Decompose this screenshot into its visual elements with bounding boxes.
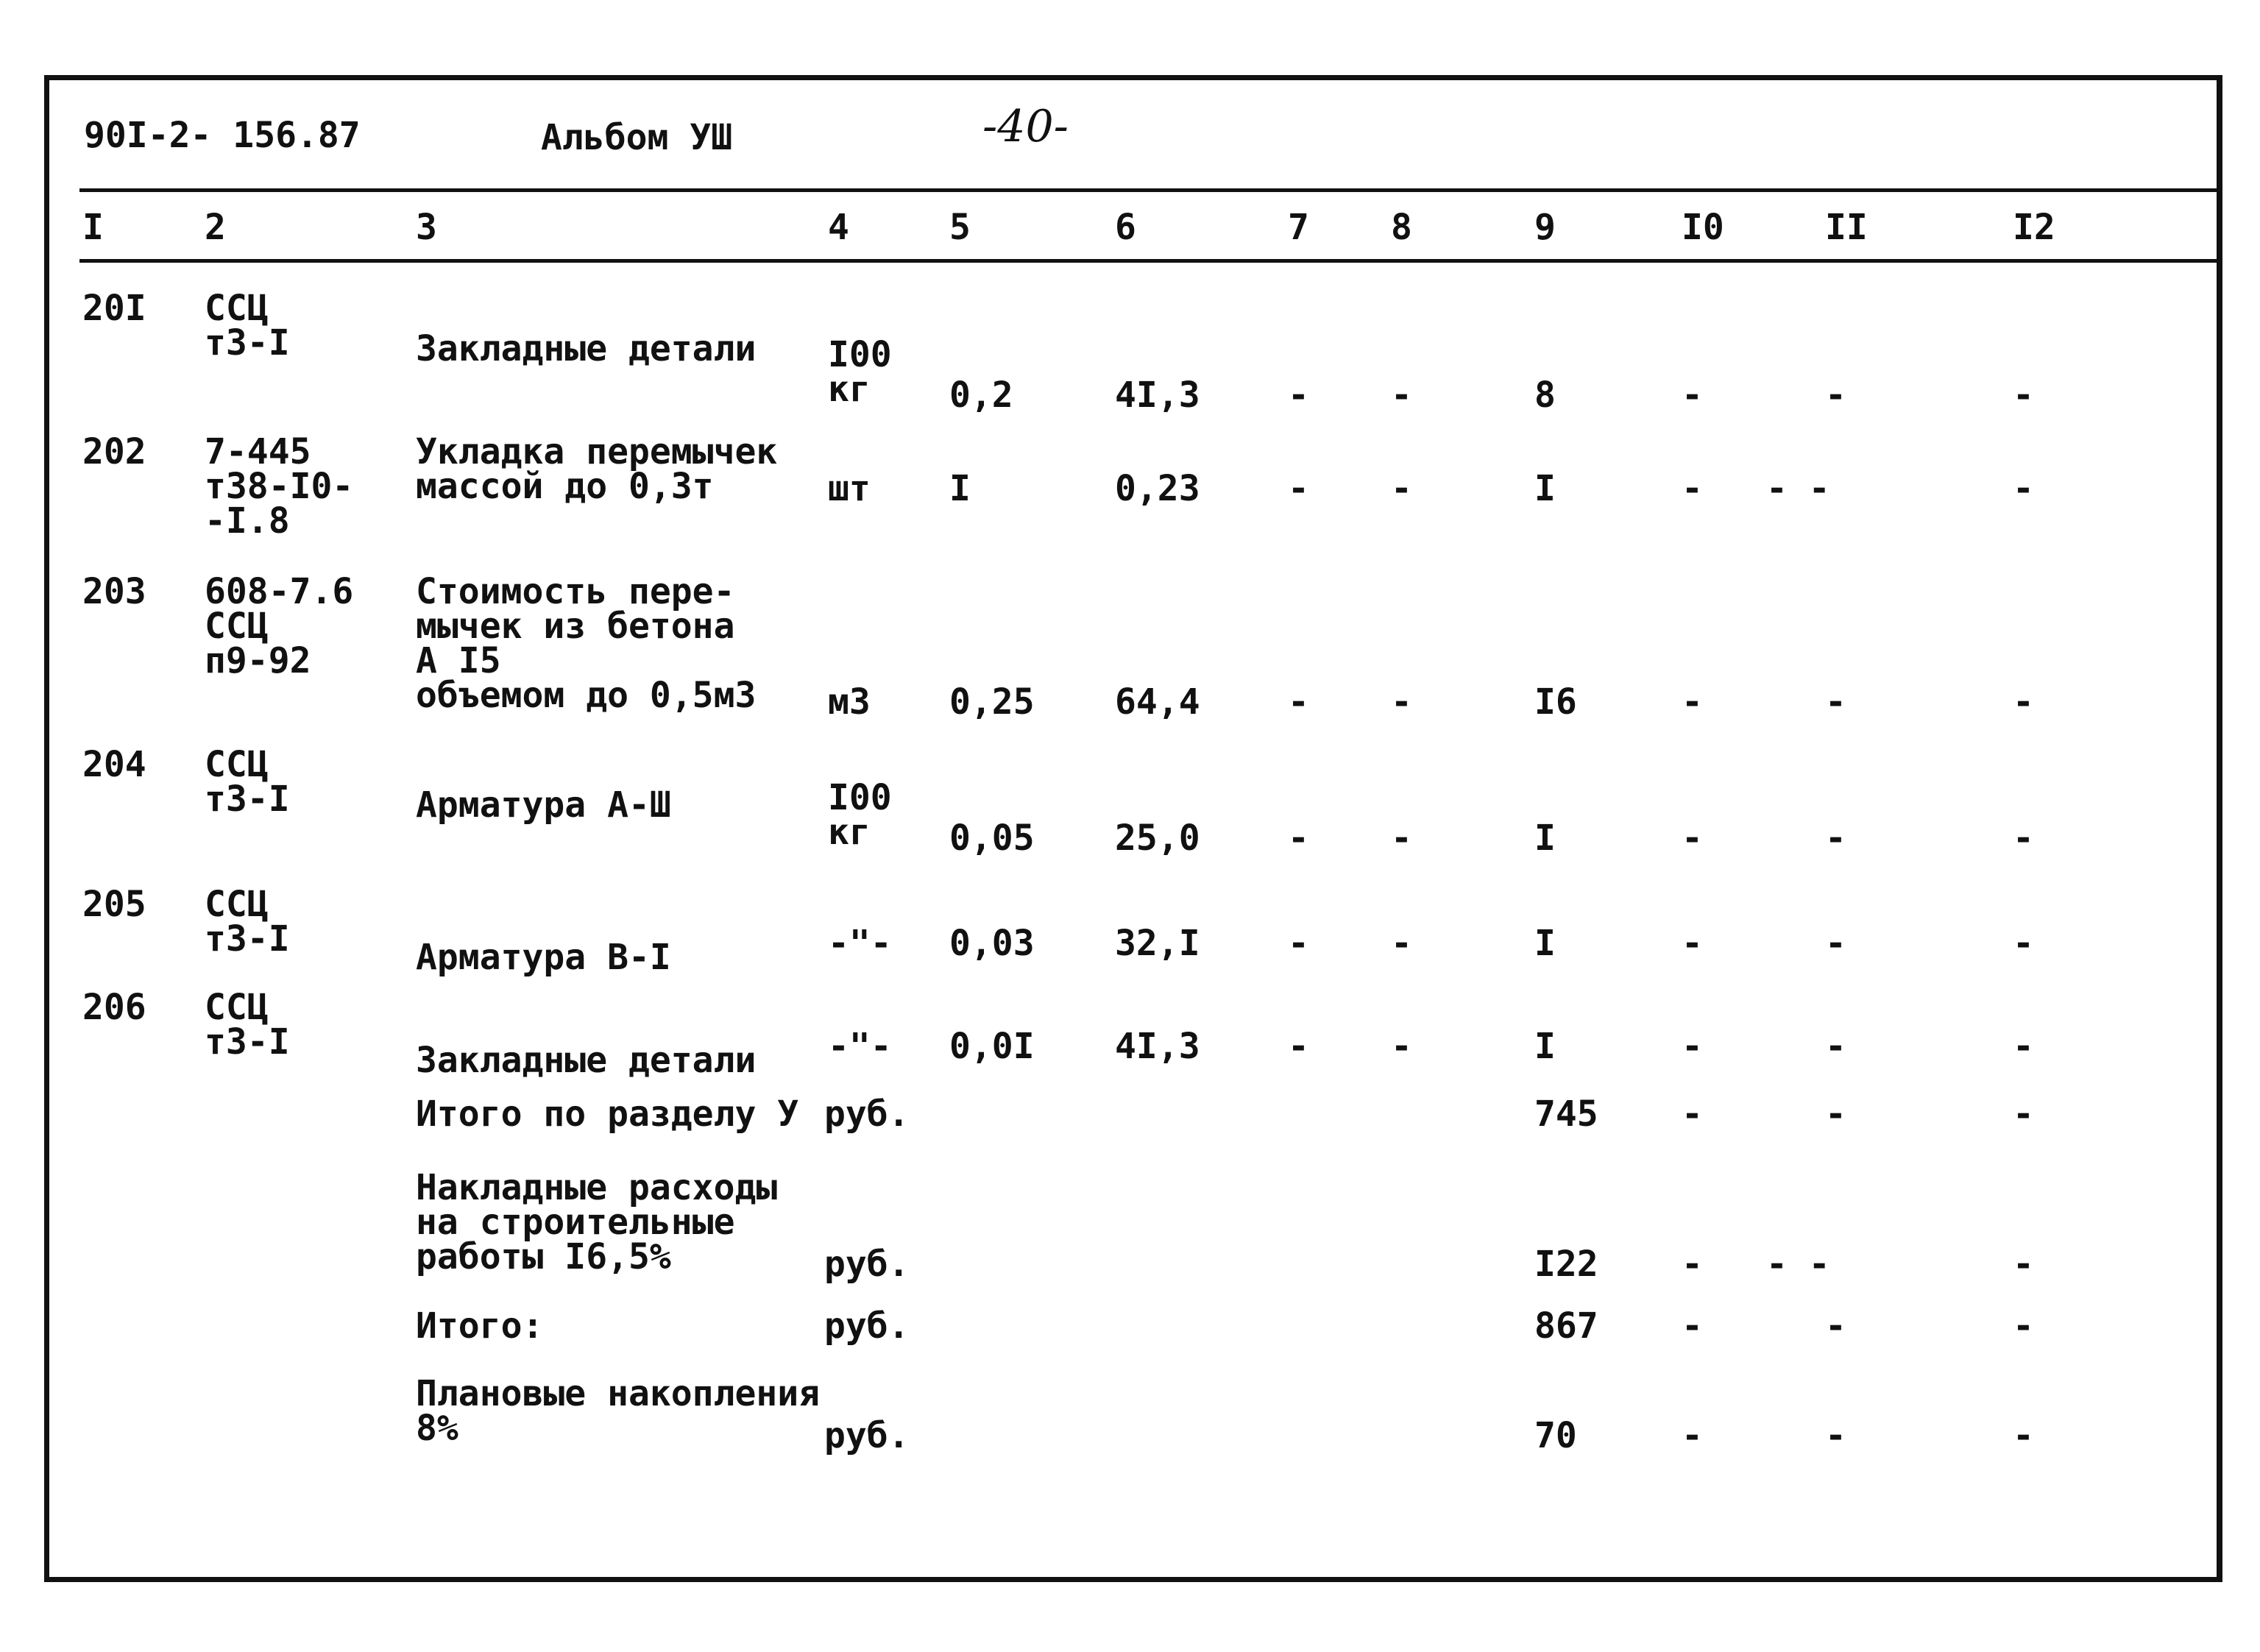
row-quantity: 0,2 — [949, 375, 1013, 416]
column-header: 7 — [1288, 207, 1309, 248]
total-col9: 745 — [1534, 1093, 1598, 1135]
row-col8: - — [1391, 923, 1412, 964]
total-name: Накладные расходы — [416, 1167, 778, 1208]
row-col11: - — [1825, 818, 1846, 859]
row-col12: - — [2013, 681, 2034, 723]
total-name: Плановые накопления — [416, 1373, 821, 1414]
row-col8: - — [1391, 468, 1412, 509]
total-name: Итого по разделу У — [416, 1093, 799, 1135]
total-unit: руб. — [824, 1093, 910, 1135]
row-price: 4I,3 — [1115, 1026, 1200, 1067]
total-col10: - — [1682, 1305, 1703, 1347]
row-name: Арматура В-I — [416, 937, 671, 978]
row-code: т3-I — [205, 918, 290, 960]
row-col10: - — [1682, 923, 1703, 964]
row-col7: - — [1288, 375, 1309, 416]
row-name: мычек из бетона — [416, 606, 735, 647]
column-header-rule — [79, 259, 2218, 263]
row-code: т3-I — [205, 322, 290, 364]
row-name: Закладные детали — [416, 1040, 757, 1081]
row-col9: I6 — [1534, 681, 1577, 723]
total-name: на строительные — [416, 1202, 735, 1243]
total-col10: - — [1682, 1415, 1703, 1456]
column-header: 6 — [1115, 207, 1136, 248]
row-col10: - — [1682, 681, 1703, 723]
row-col11: - — [1825, 1026, 1846, 1067]
row-col8: - — [1391, 1026, 1412, 1067]
row-unit: I00 — [828, 334, 892, 375]
row-unit: кг — [828, 369, 871, 410]
row-quantity: 0,05 — [949, 818, 1035, 859]
total-col12: - — [2013, 1415, 2034, 1456]
total-unit: руб. — [824, 1415, 910, 1456]
row-unit: м3 — [828, 681, 871, 723]
row-price: 25,0 — [1115, 818, 1200, 859]
row-col8: - — [1391, 818, 1412, 859]
row-code: ССЦ — [205, 744, 269, 785]
total-unit: руб. — [824, 1244, 910, 1285]
row-quantity: I — [949, 468, 971, 509]
total-unit: руб. — [824, 1305, 910, 1347]
row-quantity: 0,0I — [949, 1026, 1035, 1067]
row-code: т3-I — [205, 779, 290, 820]
row-col7: - — [1288, 818, 1309, 859]
row-col10: - — [1682, 818, 1703, 859]
album-title: Альбом УШ — [541, 117, 733, 158]
column-header: I0 — [1682, 207, 1724, 248]
row-number: 205 — [82, 884, 146, 925]
row-col12: - — [2013, 818, 2034, 859]
total-col10: - — [1682, 1244, 1703, 1285]
total-name: работы I6,5% — [416, 1236, 671, 1277]
total-col11: - — [1825, 1305, 1846, 1347]
row-name: объемом до 0,5м3 — [416, 675, 757, 716]
row-col11: - - — [1766, 468, 1830, 509]
page-number: -40- — [982, 101, 1069, 152]
row-col12: - — [2013, 375, 2034, 416]
column-header: I — [82, 207, 104, 248]
total-col11: - — [1825, 1415, 1846, 1456]
row-col7: - — [1288, 681, 1309, 723]
row-col7: - — [1288, 923, 1309, 964]
row-col9: I — [1534, 818, 1556, 859]
row-code: ССЦ — [205, 987, 269, 1028]
row-col12: - — [2013, 468, 2034, 509]
row-col7: - — [1288, 1026, 1309, 1067]
row-number: 203 — [82, 571, 146, 612]
row-unit: шт — [828, 468, 871, 509]
row-code: ССЦ — [205, 288, 269, 329]
row-name: Укладка перемычек — [416, 431, 778, 472]
total-col12: - — [2013, 1244, 2034, 1285]
row-unit: I00 — [828, 777, 892, 818]
row-col12: - — [2013, 1026, 2034, 1067]
row-number: 204 — [82, 744, 146, 785]
column-header: 3 — [416, 207, 437, 248]
total-col11: - - — [1766, 1244, 1830, 1285]
column-header: 5 — [949, 207, 971, 248]
row-col11: - — [1825, 923, 1846, 964]
column-header: II — [1825, 207, 1868, 248]
column-header: 8 — [1391, 207, 1412, 248]
row-unit: кг — [828, 812, 871, 853]
row-unit: -"- — [828, 1026, 892, 1067]
total-col9: I22 — [1534, 1244, 1598, 1285]
total-col11: - — [1825, 1093, 1846, 1135]
row-code: т3-I — [205, 1021, 290, 1063]
total-col9: 70 — [1534, 1415, 1577, 1456]
total-name: 8% — [416, 1408, 458, 1449]
row-code: 7-445 — [205, 431, 311, 472]
row-name: массой до 0,3т — [416, 466, 714, 507]
row-col8: - — [1391, 375, 1412, 416]
row-code: -I.8 — [205, 500, 290, 542]
row-code: ССЦ — [205, 606, 269, 647]
row-col9: 8 — [1534, 375, 1556, 416]
row-quantity: 0,03 — [949, 923, 1035, 964]
row-price: 4I,3 — [1115, 375, 1200, 416]
row-col10: - — [1682, 375, 1703, 416]
header-rule — [79, 188, 2218, 192]
total-name: Итого: — [416, 1305, 544, 1347]
row-name: Закладные детали — [416, 328, 757, 369]
row-col8: - — [1391, 681, 1412, 723]
row-number: 20I — [82, 288, 146, 329]
row-col12: - — [2013, 923, 2034, 964]
row-quantity: 0,25 — [949, 681, 1035, 723]
row-unit: -"- — [828, 923, 892, 964]
row-name: Арматура А-Ш — [416, 784, 671, 826]
row-col10: - — [1682, 1026, 1703, 1067]
row-col9: I — [1534, 1026, 1556, 1067]
total-col12: - — [2013, 1305, 2034, 1347]
column-header: I2 — [2013, 207, 2055, 248]
row-name: Стоимость пере- — [416, 571, 735, 612]
row-code: 608-7.6 — [205, 571, 354, 612]
doc-code: 90I-2- 156.87 — [84, 115, 361, 156]
row-col9: I — [1534, 468, 1556, 509]
row-col11: - — [1825, 375, 1846, 416]
row-name: А I5 — [416, 640, 501, 681]
row-number: 206 — [82, 987, 146, 1028]
column-header: 9 — [1534, 207, 1556, 248]
row-col7: - — [1288, 468, 1309, 509]
row-price: 0,23 — [1115, 468, 1200, 509]
total-col9: 867 — [1534, 1305, 1598, 1347]
total-col10: - — [1682, 1093, 1703, 1135]
row-number: 202 — [82, 431, 146, 472]
row-price: 32,I — [1115, 923, 1200, 964]
row-col11: - — [1825, 681, 1846, 723]
row-col9: I — [1534, 923, 1556, 964]
row-code: п9-92 — [205, 640, 311, 681]
row-code: ССЦ — [205, 884, 269, 925]
row-col10: - — [1682, 468, 1703, 509]
column-header: 4 — [828, 207, 849, 248]
total-col12: - — [2013, 1093, 2034, 1135]
column-header: 2 — [205, 207, 226, 248]
row-price: 64,4 — [1115, 681, 1200, 723]
row-code: т38-I0- — [205, 466, 354, 507]
